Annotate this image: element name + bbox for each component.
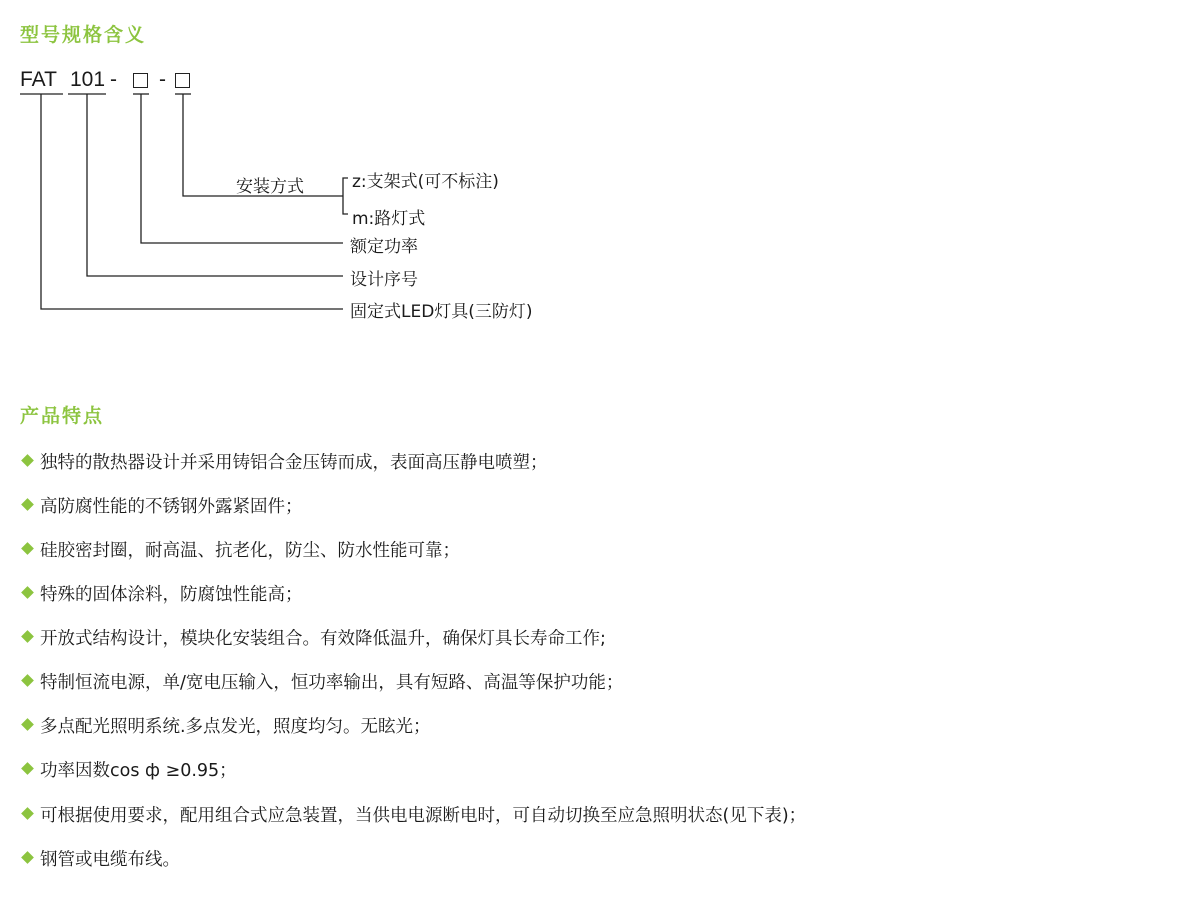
feature-text: 高防腐性能的不锈钢外露紧固件； [40,497,303,517]
diamond-bullet-icon [21,807,34,820]
diamond-bullet-icon [21,630,34,643]
diamond-bullet-icon [21,762,34,775]
features-title: 产品特点 [20,405,105,427]
label-rated-power: 额定功率 [350,237,418,257]
diamond-bullet-icon [21,498,34,511]
label-mount-method: 安装方式 [236,177,304,197]
feature-text: 硅胶密封圈，耐高温、抗老化，防尘、防水性能可靠； [40,541,460,561]
diamond-bullet-icon [21,542,34,555]
feature-item [20,537,806,581]
feature-text: 开放式结构设计，模块化安装组合。有效降低温升，确保灯具长寿命工作; [40,629,606,649]
label-product-type: 固定式LED灯具(三防灯) [350,302,533,322]
feature-item [20,581,806,625]
code-series: 101 [70,68,106,91]
diamond-bullet-icon [21,718,34,731]
feature-item [20,757,806,802]
feature-item [20,713,806,757]
code-prefix: FAT [20,68,57,91]
diamond-bullet-icon [21,674,34,687]
code-dash-2: - [159,68,166,91]
diamond-bullet-icon [21,851,34,864]
feature-text: 独特的散热器设计并采用铸铝合金压铸而成，表面高压静电喷塑； [40,453,548,473]
feature-item [20,669,806,713]
model-spec-title: 型号规格含义 [20,24,147,46]
label-option-m: m:路灯式 [352,209,426,229]
feature-text: 特殊的固体涂料，防腐蚀性能高； [40,585,303,605]
code-dash-1: - [110,68,117,91]
diamond-bullet-icon [21,454,34,467]
label-design-serial: 设计序号 [350,270,418,290]
feature-item [20,449,806,493]
feature-item [20,493,806,537]
feature-text: 功率因数cos ф ≥0.95； [40,761,237,781]
feature-item [20,802,806,846]
feature-text: 多点配光照明系统.多点发光，照度均匀。无眩光； [40,717,431,737]
feature-item [20,846,806,890]
feature-item [20,625,806,669]
feature-text: 钢管或电缆布线。 [40,850,180,870]
feature-list [20,449,806,890]
model-diagram-lines [0,0,1200,400]
label-option-z: z:支架式(可不标注) [352,172,499,192]
diamond-bullet-icon [21,586,34,599]
feature-text: 特制恒流电源，单/宽电压输入，恒功率输出，具有短路、高温等保护功能； [40,673,624,693]
feature-text: 可根据使用要求，配用组合式应急装置，当供电电源断电时，可自动切换至应急照明状态(见下表)； [40,806,807,826]
